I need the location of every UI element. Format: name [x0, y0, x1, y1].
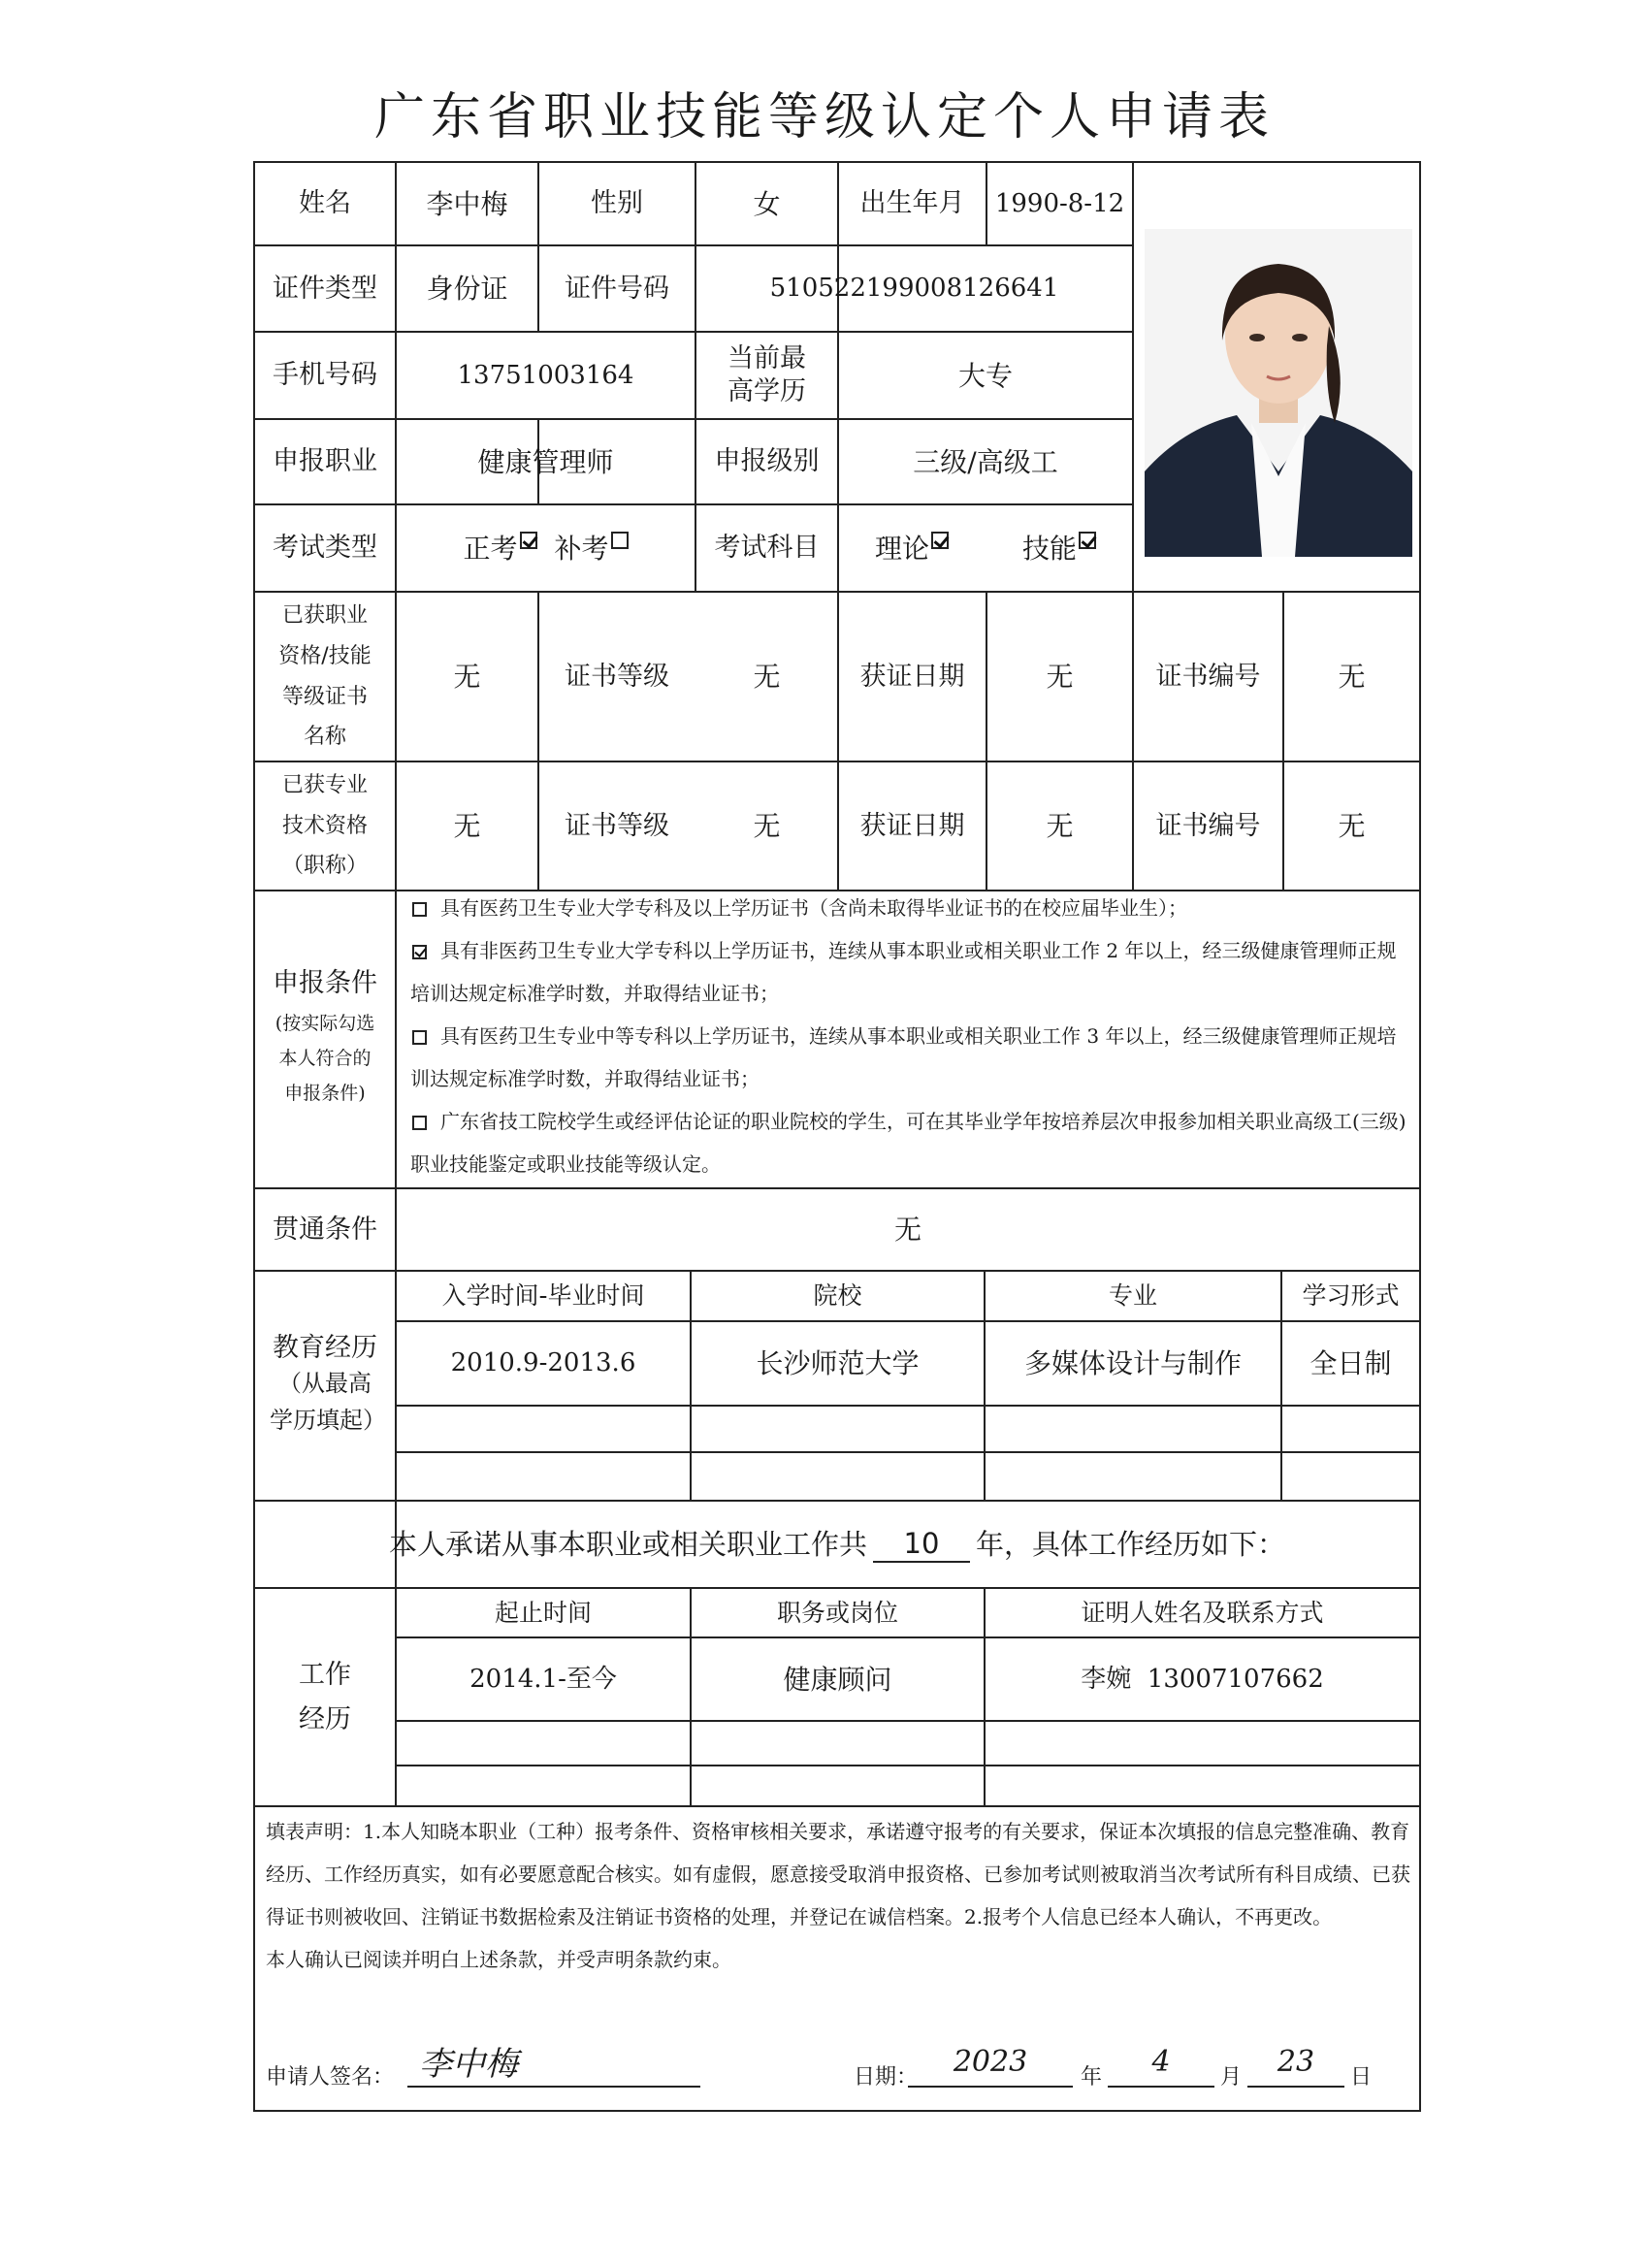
label-id-number: 证件号码 — [565, 273, 669, 304]
value-birth: 1990-8-12 — [994, 188, 1125, 218]
date-year-unit: 年 — [1081, 2065, 1103, 2090]
label-id-type: 证件类型 — [273, 273, 377, 304]
label-gender: 性别 — [591, 188, 643, 219]
checkbox-skill-checked[interactable] — [1079, 532, 1096, 549]
value-level: 三级/高级工 — [913, 445, 1058, 478]
condition-item — [410, 1100, 1409, 1185]
work-row-1-reference: 李婉 13007107662 — [1081, 1664, 1324, 1694]
label-apply-cond-block — [254, 891, 396, 1188]
edu-row-1-major: 多媒体设计与制作 — [1023, 1347, 1242, 1379]
exam-subject-options — [838, 504, 1133, 592]
condition-item — [410, 929, 1409, 1015]
label-education: 当前最高学历 — [728, 343, 806, 406]
label-edu-block — [254, 1271, 396, 1501]
condition-1-text: 具有医药卫生专业大学专科及以上学历证书（含尚未取得毕业证书的在校应届毕业生）； — [440, 896, 1187, 920]
exam-type-makeup — [555, 532, 629, 566]
date-day: 23 — [1247, 2045, 1344, 2088]
label-qual-cert-date: 获证日期 — [859, 661, 965, 692]
condition-item — [410, 887, 1409, 929]
label-level: 申报级别 — [714, 446, 820, 477]
date-label: 日期： — [854, 2065, 919, 2090]
condition-2-checkbox[interactable] — [412, 945, 427, 959]
signature-label: 申请人签名： — [266, 2065, 395, 2090]
value-tech-cert-number: 无 — [1338, 810, 1366, 842]
label-qual-cert-level: 证书等级 — [565, 661, 669, 692]
exam-type-makeup-label: 补考 — [554, 532, 609, 565]
condition-4-text: 广东省技工院校学生或经评估论证的职业院校的学生，可在其毕业学年按培养层次申报参加相关职业高级工(三级)职业技能鉴定或职业技能等级认定。 — [410, 1110, 1406, 1176]
label-exam-type: 考试类型 — [273, 533, 377, 564]
value-name: 李中梅 — [426, 187, 508, 220]
exam-type-regular — [463, 532, 536, 566]
label-tech-cert-date: 获证日期 — [859, 810, 965, 841]
label-work-history: 工作经历 — [299, 1659, 351, 1734]
work-row-1-position: 健康顾问 — [783, 1663, 892, 1696]
declaration-text: 填表声明：1.本人知晓本职业（工种）报考条件、资格审核相关要求，承诺遵守报考的有关要求，保证本次填报的信息完整准确、教育经历、工作经历真实，如有必要愿意配合核实。如有虚假，愿意接受取消申报资格、已参加考试则被取消当次考试所有科目成绩、已获得证书则被收回、注销证书数据检索及注销证书资格的处理，并登记在诚信档案。2.报考个人信息已经本人确认，不再更改。 — [266, 1820, 1410, 1928]
date-month-unit: 月 — [1220, 2065, 1243, 2090]
value-occupation: 健康管理师 — [477, 445, 614, 478]
label-birth: 出生年月 — [859, 188, 965, 219]
date-day-unit: 日 — [1350, 2065, 1373, 2090]
value-tech-cert-level: 无 — [753, 810, 781, 842]
value-tech-cert-date: 无 — [1046, 810, 1074, 842]
value-through-cond: 无 — [893, 1214, 922, 1246]
value-qual-cert-date: 无 — [1046, 661, 1074, 693]
edu-header-major: 专业 — [1108, 1281, 1157, 1311]
exam-type-regular-label: 正考 — [463, 532, 518, 565]
condition-3-checkbox[interactable] — [412, 1030, 427, 1045]
value-qual-cert-name: 无 — [453, 661, 481, 693]
commitment-suffix: 年，具体工作经历如下： — [976, 1527, 1286, 1561]
edu-row-1-period: 2010.9-2013.6 — [450, 1348, 636, 1378]
commitment-line — [254, 1501, 1420, 1588]
label-phone: 手机号码 — [273, 360, 377, 391]
value-gender: 女 — [753, 187, 781, 220]
edu-header-period: 入学时间-毕业时间 — [441, 1281, 645, 1311]
exam-subject-theory — [875, 532, 949, 566]
checkbox-makeup-unchecked[interactable] — [611, 532, 629, 549]
label-qual-cert: 已获职业资格/技能等级证书名称 — [278, 602, 372, 750]
checkbox-regular-checked[interactable] — [520, 532, 537, 549]
label-tech-cert-number: 证书编号 — [1155, 810, 1261, 841]
value-phone: 13751003164 — [457, 360, 634, 390]
declaration-block — [266, 1810, 1410, 1981]
label-edu-history: 教育经历 — [273, 1333, 377, 1364]
label-tech-cert: 已获专业技术资格（职称） — [281, 772, 368, 879]
value-qual-cert-number: 无 — [1338, 661, 1366, 693]
label-through-cond: 贯通条件 — [273, 1214, 377, 1245]
edu-row-1-mode: 全日制 — [1310, 1347, 1392, 1379]
condition-item — [410, 1015, 1409, 1100]
edu-header-school: 院校 — [813, 1281, 862, 1311]
exam-subject-skill-label: 技能 — [1021, 532, 1077, 565]
applicant-photo — [1145, 229, 1412, 557]
label-apply-cond: 申报条件 — [273, 968, 377, 999]
value-id-number: 510522199008126641 — [769, 274, 1059, 304]
value-qual-cert-level: 无 — [753, 661, 781, 693]
value-tech-cert-name: 无 — [453, 810, 481, 842]
label-qual-cert-number: 证书编号 — [1155, 661, 1261, 692]
condition-3-text: 具有医药卫生专业中等专科以上学历证书，连续从事本职业或相关职业工作 3 年以上，经三级健康管理师正规培训达规定标准学时数，并取得结业证书； — [410, 1024, 1397, 1090]
value-id-type: 身份证 — [426, 273, 508, 305]
exam-subject-skill — [1022, 532, 1096, 566]
page-title: 广东省职业技能等级认定个人申请表 — [373, 88, 1275, 146]
work-row-1-period: 2014.1-至今 — [469, 1664, 617, 1694]
label-exam-subject: 考试科目 — [714, 533, 820, 564]
edu-header-mode: 学习形式 — [1302, 1281, 1400, 1311]
date-month: 4 — [1108, 2045, 1214, 2088]
value-education: 大专 — [957, 359, 1013, 392]
checkbox-theory-checked[interactable] — [931, 532, 949, 549]
label-name: 姓名 — [299, 188, 351, 219]
condition-4-checkbox[interactable] — [412, 1116, 427, 1130]
label-apply-cond-note: (按实际勾选本人符合的申报条件) — [275, 1013, 375, 1105]
commitment-years: 10 — [873, 1526, 970, 1563]
exam-subject-theory-label: 理论 — [874, 532, 929, 565]
condition-1-checkbox[interactable] — [412, 902, 427, 917]
declaration-confirm: 本人确认已阅读并明白上述条款，并受声明条款约束。 — [266, 1948, 731, 1971]
edu-row-1-school: 长沙师范大学 — [756, 1347, 920, 1379]
exam-type-options — [396, 504, 695, 592]
label-occupation: 申报职业 — [273, 446, 377, 477]
signature-value: 李中梅 — [407, 2037, 700, 2088]
condition-2-text: 具有非医药卫生专业大学专科以上学历证书，连续从事本职业或相关职业工作 2 年以上，经三级健康管理师正规培训达规定标准学时数，并取得结业证书； — [410, 939, 1397, 1005]
work-header-reference: 证明人姓名及联系方式 — [1081, 1598, 1324, 1627]
label-tech-cert-level: 证书等级 — [565, 810, 669, 841]
date-year: 2023 — [908, 2045, 1073, 2088]
work-header-position: 职务或岗位 — [776, 1598, 898, 1627]
label-edu-history-note: （从最高学历填起） — [270, 1369, 386, 1435]
work-header-period: 起止时间 — [494, 1598, 592, 1627]
commitment-prefix: 本人承诺从事本职业或相关职业工作共 — [388, 1527, 867, 1561]
